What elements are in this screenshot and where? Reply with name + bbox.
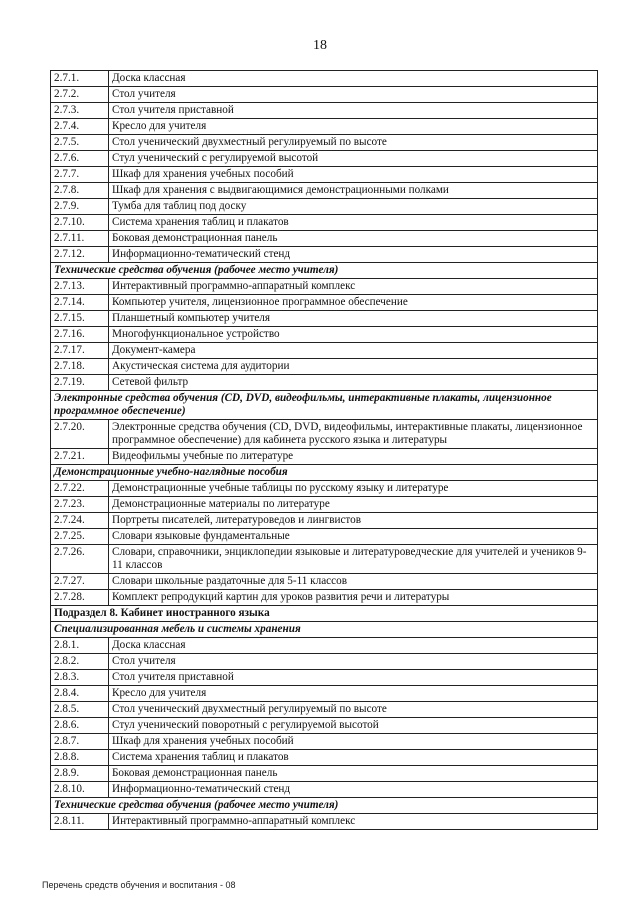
item-description: Кресло для учителя bbox=[109, 119, 598, 135]
page-number: 18 bbox=[313, 38, 327, 53]
section-header-row bbox=[51, 263, 598, 279]
item-description: Словари, справочники, энциклопедии языковые и литературоведческие для учителей и учеников 9-11 классов bbox=[109, 545, 598, 574]
table-row bbox=[51, 215, 598, 231]
section-title: Электронные средства обучения (CD, DVD, видеофильмы, интерактивные плакаты, лицензионное программное обеспечение) bbox=[51, 391, 598, 420]
item-number: 2.7.3. bbox=[51, 103, 109, 119]
item-number: 2.8.7. bbox=[51, 734, 109, 750]
item-number: 2.7.10. bbox=[51, 215, 109, 231]
item-description: Стол учителя приставной bbox=[109, 670, 598, 686]
table-row bbox=[51, 590, 598, 606]
table-row bbox=[51, 167, 598, 183]
item-description: Доска классная bbox=[109, 71, 598, 87]
item-number: 2.7.23. bbox=[51, 497, 109, 513]
table-row bbox=[51, 359, 598, 375]
item-description: Шкаф для хранения учебных пособий bbox=[109, 734, 598, 750]
item-number: 2.7.17. bbox=[51, 343, 109, 359]
item-number: 2.7.28. bbox=[51, 590, 109, 606]
item-description: Демонстрационные материалы по литературе bbox=[109, 497, 598, 513]
item-number: 2.7.21. bbox=[51, 449, 109, 465]
item-number: 2.8.4. bbox=[51, 686, 109, 702]
table-row bbox=[51, 119, 598, 135]
item-number: 2.7.1. bbox=[51, 71, 109, 87]
item-description: Планшетный компьютер учителя bbox=[109, 311, 598, 327]
item-description: Интерактивный программно-аппаратный комплекс bbox=[109, 814, 598, 830]
table-row bbox=[51, 702, 598, 718]
item-number: 2.8.11. bbox=[51, 814, 109, 830]
item-description: Словари школьные раздаточные для 5-11 классов bbox=[109, 574, 598, 590]
item-description: Акустическая система для аудитории bbox=[109, 359, 598, 375]
table-row bbox=[51, 420, 598, 449]
table-row bbox=[51, 574, 598, 590]
item-number: 2.7.12. bbox=[51, 247, 109, 263]
section-title: Демонстрационные учебно-наглядные пособия bbox=[51, 465, 598, 481]
table-row bbox=[51, 686, 598, 702]
item-number: 2.7.15. bbox=[51, 311, 109, 327]
item-description: Информационно-тематический стенд bbox=[109, 247, 598, 263]
table-row bbox=[51, 734, 598, 750]
item-description: Многофункциональное устройство bbox=[109, 327, 598, 343]
item-number: 2.8.9. bbox=[51, 766, 109, 782]
table-row bbox=[51, 87, 598, 103]
section-header-row bbox=[51, 391, 598, 420]
item-description: Комплект репродукций картин для уроков развития речи и литературы bbox=[109, 590, 598, 606]
table-row bbox=[51, 247, 598, 263]
item-number: 2.8.8. bbox=[51, 750, 109, 766]
item-description: Словари языковые фундаментальные bbox=[109, 529, 598, 545]
item-number: 2.7.25. bbox=[51, 529, 109, 545]
section-title: Технические средства обучения (рабочее место учителя) bbox=[51, 798, 598, 814]
item-description: Стол ученический двухместный регулируемый по высоте bbox=[109, 135, 598, 151]
subsection-title: Подраздел 8. Кабинет иностранного языка bbox=[51, 606, 598, 622]
item-number: 2.7.5. bbox=[51, 135, 109, 151]
table-row bbox=[51, 71, 598, 87]
table-row bbox=[51, 295, 598, 311]
item-number: 2.7.22. bbox=[51, 481, 109, 497]
page-footer: Перечень средств обучения и воспитания - 08 bbox=[42, 880, 236, 890]
item-number: 2.7.16. bbox=[51, 327, 109, 343]
item-description: Тумба для таблиц под доску bbox=[109, 199, 598, 215]
equipment-table bbox=[50, 70, 598, 830]
item-number: 2.7.24. bbox=[51, 513, 109, 529]
section-header-row bbox=[51, 622, 598, 638]
table-row bbox=[51, 718, 598, 734]
item-number: 2.8.5. bbox=[51, 702, 109, 718]
item-number: 2.7.4. bbox=[51, 119, 109, 135]
table-row bbox=[51, 231, 598, 247]
item-description: Стол учителя приставной bbox=[109, 103, 598, 119]
item-number: 2.7.6. bbox=[51, 151, 109, 167]
table-row bbox=[51, 481, 598, 497]
item-description: Стул ученический поворотный с регулируемой высотой bbox=[109, 718, 598, 734]
table-row bbox=[51, 135, 598, 151]
item-description: Стол учителя bbox=[109, 654, 598, 670]
item-number: 2.7.8. bbox=[51, 183, 109, 199]
table-row bbox=[51, 670, 598, 686]
table-row bbox=[51, 151, 598, 167]
item-description: Видеофильмы учебные по литературе bbox=[109, 449, 598, 465]
item-number: 2.7.19. bbox=[51, 375, 109, 391]
item-number: 2.7.20. bbox=[51, 420, 109, 449]
item-description: Компьютер учителя, лицензионное программное обеспечение bbox=[109, 295, 598, 311]
section-title: Технические средства обучения (рабочее место учителя) bbox=[51, 263, 598, 279]
table-row bbox=[51, 766, 598, 782]
item-description: Портреты писателей, литературоведов и лингвистов bbox=[109, 513, 598, 529]
item-number: 2.7.27. bbox=[51, 574, 109, 590]
item-number: 2.8.10. bbox=[51, 782, 109, 798]
table-row bbox=[51, 638, 598, 654]
item-description: Доска классная bbox=[109, 638, 598, 654]
item-description: Система хранения таблиц и плакатов bbox=[109, 215, 598, 231]
table-row bbox=[51, 375, 598, 391]
table-row bbox=[51, 183, 598, 199]
table-row bbox=[51, 279, 598, 295]
section-header-row bbox=[51, 798, 598, 814]
table-row bbox=[51, 311, 598, 327]
item-number: 2.7.9. bbox=[51, 199, 109, 215]
table-row bbox=[51, 449, 598, 465]
item-description: Шкаф для хранения с выдвигающимися демонстрационными полками bbox=[109, 183, 598, 199]
table-row bbox=[51, 513, 598, 529]
section-title: Специализированная мебель и системы хранения bbox=[51, 622, 598, 638]
item-description: Документ-камера bbox=[109, 343, 598, 359]
table-row bbox=[51, 654, 598, 670]
item-description: Стул ученический с регулируемой высотой bbox=[109, 151, 598, 167]
subsection-header-row bbox=[51, 606, 598, 622]
item-number: 2.7.18. bbox=[51, 359, 109, 375]
item-description: Сетевой фильтр bbox=[109, 375, 598, 391]
item-number: 2.7.2. bbox=[51, 87, 109, 103]
item-number: 2.7.11. bbox=[51, 231, 109, 247]
table-row bbox=[51, 814, 598, 830]
item-description: Кресло для учителя bbox=[109, 686, 598, 702]
table-row bbox=[51, 343, 598, 359]
item-number: 2.8.1. bbox=[51, 638, 109, 654]
item-description: Демонстрационные учебные таблицы по русскому языку и литературе bbox=[109, 481, 598, 497]
table-row bbox=[51, 782, 598, 798]
table-row bbox=[51, 497, 598, 513]
item-description: Шкаф для хранения учебных пособий bbox=[109, 167, 598, 183]
item-description: Электронные средства обучения (CD, DVD, видеофильмы, интерактивные плакаты, лицензионное программное обеспечение) для кабинета русского языка и литературы bbox=[109, 420, 598, 449]
item-number: 2.7.26. bbox=[51, 545, 109, 574]
item-number: 2.7.13. bbox=[51, 279, 109, 295]
table-row bbox=[51, 103, 598, 119]
item-description: Информационно-тематический стенд bbox=[109, 782, 598, 798]
item-description: Интерактивный программно-аппаратный комплекс bbox=[109, 279, 598, 295]
table-row bbox=[51, 529, 598, 545]
section-header-row bbox=[51, 465, 598, 481]
table-row bbox=[51, 327, 598, 343]
item-description: Боковая демонстрационная панель bbox=[109, 766, 598, 782]
item-number: 2.8.3. bbox=[51, 670, 109, 686]
item-number: 2.7.7. bbox=[51, 167, 109, 183]
item-description: Стол ученический двухместный регулируемый по высоте bbox=[109, 702, 598, 718]
item-description: Система хранения таблиц и плакатов bbox=[109, 750, 598, 766]
item-number: 2.8.6. bbox=[51, 718, 109, 734]
item-number: 2.7.14. bbox=[51, 295, 109, 311]
table-row bbox=[51, 199, 598, 215]
item-description: Боковая демонстрационная панель bbox=[109, 231, 598, 247]
item-number: 2.8.2. bbox=[51, 654, 109, 670]
item-description: Стол учителя bbox=[109, 87, 598, 103]
table-row bbox=[51, 750, 598, 766]
table-row bbox=[51, 545, 598, 574]
